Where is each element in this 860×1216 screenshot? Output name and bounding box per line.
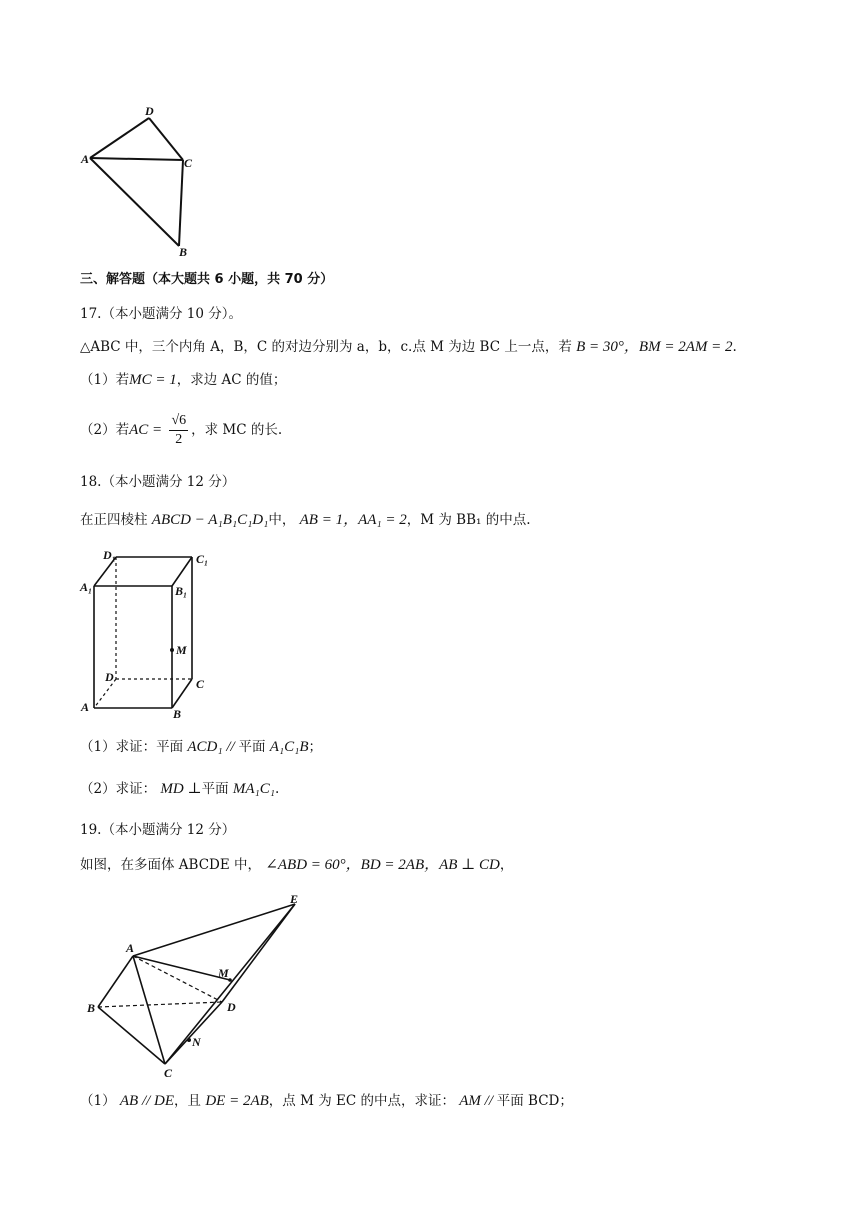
q19-part1 xyxy=(80,1091,573,1111)
q17-part1-math: MC = 1 xyxy=(129,372,177,388)
label-b1: B₁ xyxy=(175,584,188,598)
q19-stem-math: ∠ABD = 60°，BD = 2AB，AB ⊥ CD xyxy=(265,857,500,873)
label-m: M xyxy=(176,643,187,657)
q18-part1-math: ACD₁ // xyxy=(187,739,239,755)
q18-header: 18.（本小题满分 12 分） xyxy=(80,474,236,490)
fraction-numerator: √6 xyxy=(169,412,188,431)
figure-polyhedron xyxy=(84,890,314,1080)
label-b: B xyxy=(173,707,182,720)
label-c1: C₁ xyxy=(196,552,209,566)
q17-part2 xyxy=(80,410,282,450)
q17-stem-end: . xyxy=(732,339,737,355)
label-b: B xyxy=(87,1001,96,1015)
label-b: B xyxy=(179,245,188,259)
q18-part2 xyxy=(80,779,279,799)
q17-stem-text: △ABC 中，三个内角 A，B，C 的对边分别为 a，b，c.点 M 为边 BC 上一点，若 xyxy=(80,339,572,355)
q18-stem-text3: ，M 为 BB₁ 的中点. xyxy=(406,512,531,528)
label-e: E xyxy=(290,892,299,906)
q19-part1-math2: DE = 2AB xyxy=(205,1093,269,1109)
q19-part1-text2: ，点 M 为 EC 的中点，求证： xyxy=(268,1093,455,1109)
q18-part2-end: . xyxy=(274,781,280,797)
q18-part1-end: ； xyxy=(308,739,323,755)
label-d: D xyxy=(227,1000,236,1014)
label-m: M xyxy=(218,966,229,980)
q17-stem-math: B = 30°，BM = 2AM = 2 xyxy=(576,339,733,355)
q17-stem xyxy=(80,337,737,357)
q17-part2-fraction xyxy=(169,412,188,449)
q18-stem-math: ABCD − A₁B₁C₁D₁ xyxy=(151,512,269,528)
q18-part2-math2: MA₁C₁ xyxy=(232,781,275,797)
label-d: D xyxy=(105,670,114,684)
q18-stem xyxy=(80,510,531,530)
q19-header: 19.（本小题满分 12 分） xyxy=(80,822,236,838)
q18-part1-label: （1）求证：平面 xyxy=(80,739,184,755)
q17-part2-math: AC = xyxy=(129,422,163,438)
q18-part2-label: （2）求证： xyxy=(80,781,157,797)
q19-stem-end: ， xyxy=(499,857,514,873)
label-d1: D₁ xyxy=(103,548,116,562)
label-a: A xyxy=(81,700,90,714)
q17-header: 17.（本小题满分 10 分）。 xyxy=(80,306,242,322)
q17-part1-text: ，求边 AC 的值； xyxy=(176,372,287,388)
label-a: A xyxy=(81,152,90,166)
q19-part1-math: AB // DE xyxy=(119,1093,175,1109)
fraction-denominator: 2 xyxy=(175,432,183,447)
label-a1: A₁ xyxy=(80,580,93,594)
q17-part2-label: （2）若 xyxy=(80,422,130,438)
q18-part2-text: 平面 xyxy=(201,781,229,797)
q18-part1-math2: A₁C₁B xyxy=(269,739,309,755)
label-a: A xyxy=(126,941,135,955)
q19-part1-label: （1） xyxy=(80,1093,116,1109)
label-c: C xyxy=(196,677,205,691)
q18-stem-text: 在正四棱柱 xyxy=(80,512,148,528)
q18-part2-math: MD ⊥ xyxy=(160,781,202,797)
q17-part1 xyxy=(80,370,286,390)
label-c: C xyxy=(184,156,193,170)
q17-part2-text: ，求 MC 的长. xyxy=(191,422,283,438)
q18-part1 xyxy=(80,737,322,757)
q19-part1-math3: AM // xyxy=(459,1093,497,1109)
figure-quadrilateral-abcd xyxy=(80,100,210,260)
label-d: D xyxy=(145,104,154,118)
label-n: N xyxy=(192,1035,201,1049)
q18-stem-math2: AB = 1，AA₁ = 2 xyxy=(299,512,407,528)
q19-part1-text: ，且 xyxy=(174,1093,202,1109)
q19-part1-end: 平面 BCD； xyxy=(496,1093,573,1109)
q19-stem xyxy=(80,855,513,875)
label-c: C xyxy=(164,1066,173,1080)
q18-stem-text2: 中， xyxy=(268,512,296,528)
section-title: 三、解答题（本大题共 6 小题，共 70 分） xyxy=(80,272,334,287)
q17-part1-label: （1）若 xyxy=(80,372,130,388)
q18-part1-text: 平面 xyxy=(238,739,266,755)
figure-prism xyxy=(78,545,228,720)
q19-stem-text: 如图，在多面体 ABCDE 中， xyxy=(80,857,262,873)
